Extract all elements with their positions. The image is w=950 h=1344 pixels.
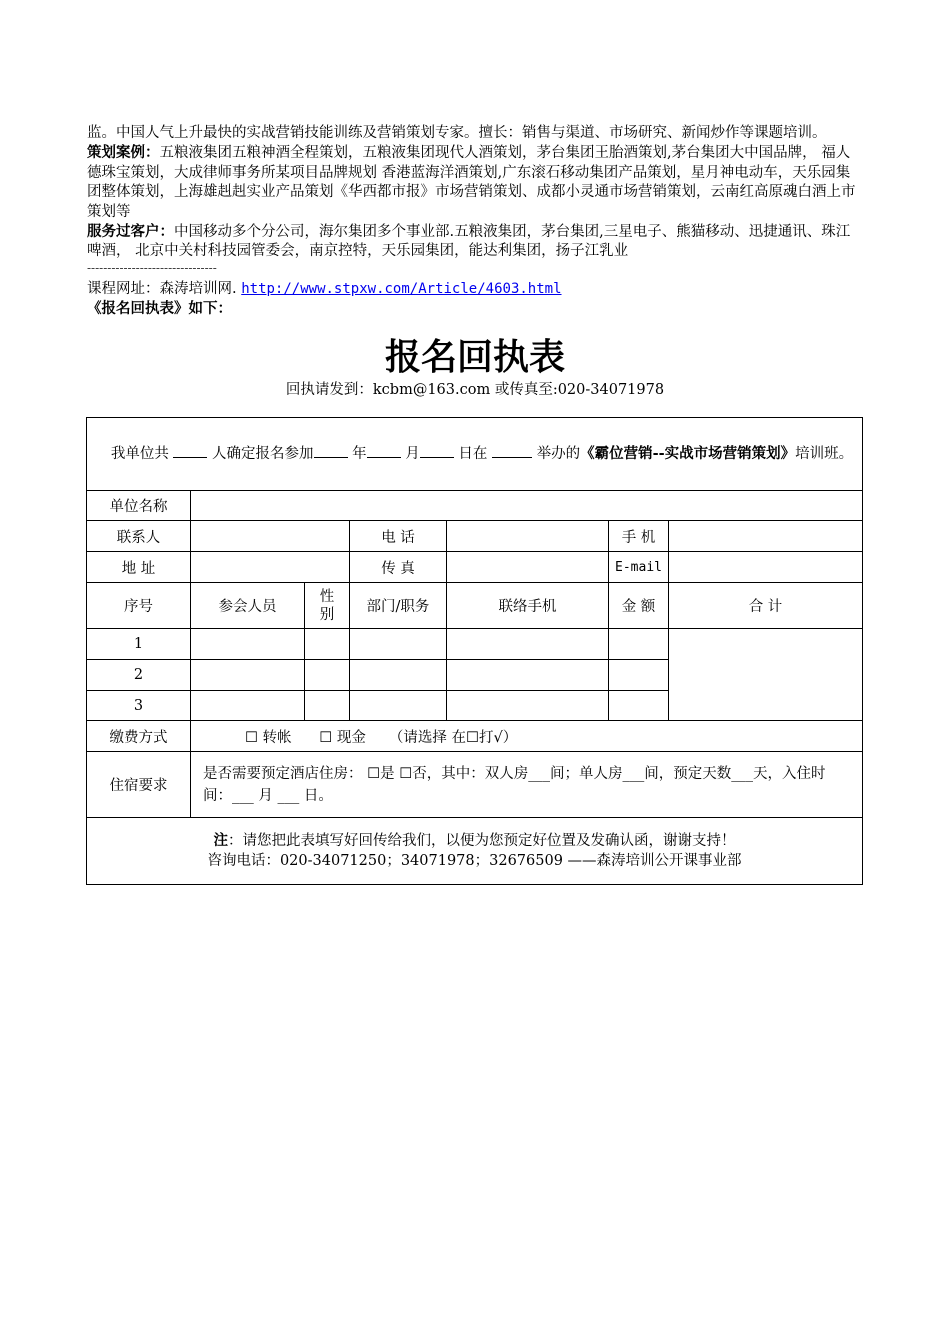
url-label: 课程网址：森涛培训网. — [87, 280, 237, 297]
form-footer-note — [87, 818, 863, 885]
amount-header: 金 额 — [609, 583, 669, 629]
sentence-part: 日在 — [458, 446, 488, 462]
form-subtitle: 回执请发到：kcbm@163.com 或传真至:020-34071978 — [285, 382, 665, 398]
month-blank[interactable] — [367, 443, 401, 458]
phone-field[interactable] — [447, 521, 609, 552]
mobile-field[interactable] — [669, 521, 863, 552]
course-name: 《霸位营销--实战市场营销策划》 — [580, 445, 796, 462]
payment-hint: （请选择 在☐打√） — [388, 729, 518, 746]
row-number: 2 — [87, 660, 191, 691]
attendee-count-blank[interactable] — [173, 443, 207, 458]
mobile-label: 手 机 — [609, 521, 669, 552]
dashed-divider: -------------------------------- — [87, 261, 217, 274]
contact-mobile-cell[interactable] — [447, 691, 609, 721]
consult-line: 咨询电话：020-34071250；34071978；32676509 ——森涛培训公开课事业部 — [207, 853, 742, 869]
company-field[interactable] — [191, 491, 863, 521]
company-label: 单位名称 — [87, 491, 191, 521]
day-blank[interactable] — [420, 443, 454, 458]
dept-cell[interactable] — [350, 660, 447, 691]
form-intro: 《报名回执表》如下： — [87, 300, 232, 318]
amount-cell[interactable] — [609, 629, 669, 660]
contact-mobile-cell[interactable] — [447, 629, 609, 660]
seq-header: 序号 — [87, 583, 191, 629]
intro-line: 监。中国人气上升最快的实战营销技能训练及营销策划专家。擅长：销售与渠道、市场研究、新闻炒作等课题培训。 — [87, 125, 827, 141]
year-blank[interactable] — [314, 443, 348, 458]
dept-cell[interactable] — [350, 691, 447, 721]
total-cell[interactable] — [669, 629, 863, 721]
gender-header: 性别 — [305, 583, 350, 629]
sentence-part: 月 — [405, 446, 420, 462]
attendee-cell[interactable] — [191, 691, 305, 721]
gender-cell[interactable] — [305, 660, 350, 691]
clients-label: 服务过客户： — [87, 223, 174, 241]
payment-options — [191, 721, 863, 752]
form-title: 报名回执表 — [384, 337, 565, 378]
contact-label: 联系人 — [87, 521, 191, 552]
payment-label: 缴费方式 — [87, 721, 191, 752]
cases-text: 五粮液集团五粮神酒全程策划，五粮液集团现代人酒策划，茅台集团王胎酒策划,茅台集团大中国品牌， 福人德珠宝策划，大成律师事务所某项目品牌规划 香港蓝海洋酒策划,广东滚石移动集团产品策划，星月神电动车，天乐园集团整体策划，上海雄赳赳实业产品策划《华西都市报》市场营销策划、成都小灵通市场营销策划，云南红高原魂白酒上市策划等 — [87, 145, 856, 220]
fax-label: 传 真 — [350, 552, 447, 583]
attendee-header: 参会人员 — [191, 583, 305, 629]
contact-field[interactable] — [191, 521, 350, 552]
registration-form — [86, 417, 863, 885]
lodging-text[interactable]: 是否需要预定酒店住房： ☐是 ☐否，其中：双人房___间；单人房___间，预定天数___天，入住时间：___ 月 ___ 日。 — [191, 752, 863, 818]
clients-text: 中国移动多个分公司，海尔集团多个事业部.五粮液集团，茅台集团,三星电子、熊猫移动、迅捷通讯、珠江啤酒， 北京中关村科技园管委会，南京控特，天乐园集团，能达利集团，扬子江乳业 — [87, 224, 851, 260]
contact-mobile-cell[interactable] — [447, 660, 609, 691]
clients-paragraph — [87, 222, 862, 262]
attendee-cell[interactable] — [191, 660, 305, 691]
attendee-cell[interactable] — [191, 629, 305, 660]
dept-header: 部门/职务 — [350, 583, 447, 629]
intro-text — [87, 124, 862, 319]
row-number: 3 — [87, 691, 191, 721]
contact-mobile-header: 联络手机 — [447, 583, 609, 629]
amount-cell[interactable] — [609, 660, 669, 691]
sentence-part: 培训班。 — [795, 446, 854, 462]
amount-cell[interactable] — [609, 691, 669, 721]
row-number: 1 — [87, 629, 191, 660]
table-row — [87, 629, 863, 660]
course-url-line — [87, 280, 862, 299]
sentence-part: 年 — [352, 446, 367, 462]
transfer-option[interactable]: ☐ 转帐 — [245, 729, 292, 746]
address-field[interactable] — [191, 552, 350, 583]
fax-field[interactable] — [447, 552, 609, 583]
email-field[interactable] — [669, 552, 863, 583]
cash-option[interactable]: ☐ 现金 — [319, 729, 366, 746]
course-url-link[interactable]: http://www.stpxw.com/Article/4603.html — [241, 280, 562, 297]
sentence-part: 人确定报名参加 — [212, 446, 314, 462]
cases-paragraph — [87, 143, 862, 222]
note-text: ：请您把此表填写好回传给我们，以便为您预定好位置及发确认函，谢谢支持！ — [228, 833, 736, 849]
note-label: 注 — [213, 832, 228, 849]
registration-sentence — [87, 418, 863, 491]
gender-cell[interactable] — [305, 629, 350, 660]
address-label: 地 址 — [87, 552, 191, 583]
cases-label: 策划案例： — [87, 144, 160, 162]
lodging-label: 住宿要求 — [87, 752, 191, 818]
dept-cell[interactable] — [350, 629, 447, 660]
sentence-part: 我单位共 — [110, 446, 169, 462]
gender-cell[interactable] — [305, 691, 350, 721]
location-blank[interactable] — [492, 443, 532, 458]
phone-label: 电 话 — [350, 521, 447, 552]
email-label: E-mail — [609, 552, 669, 583]
total-header: 合 计 — [669, 583, 863, 629]
sentence-part: 举办的 — [536, 446, 581, 462]
